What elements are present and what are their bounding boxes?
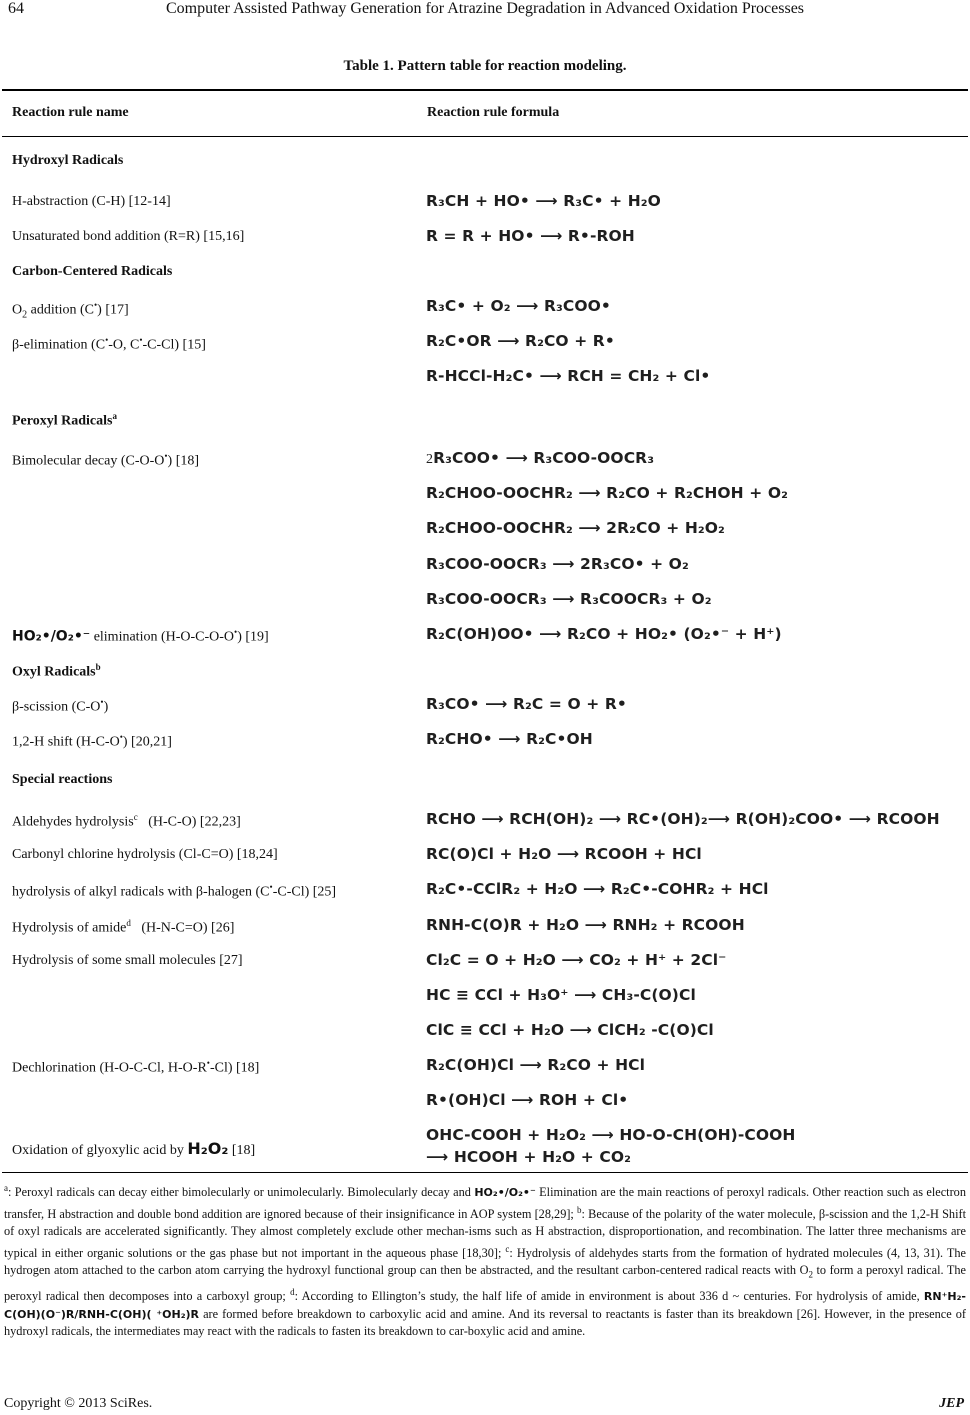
rule-bimolecular-decay: Bimolecular decay (C-O-O•) [18] [12,451,200,469]
column-header-formula: Reaction rule formula [427,105,560,120]
page-footer [4,1396,964,1412]
section-hydroxyl-radicals: Hydroxyl Radicals [12,153,124,168]
section-special-reactions: Special reactions [12,772,113,787]
formula-small-molecules-3: ClC ≡ CCl + H₂O ⟶ ClCH₂ -C(O)Cl [426,1021,714,1039]
page-number: 64 [8,0,24,17]
rule-o2-addition: $O_2$ addition (C•) [17] [12,300,129,321]
formula-bimolecular-5: R₃COO-OOCR₃ ⟶ R₃COOCR₃ + O₂ [426,590,712,608]
rule-glyoxylic-oxidation: Oxidation of glyoxylic acid by H₂O₂ [18] [12,1139,256,1158]
formula-glyoxylic-2: ⟶ HCOOH + H₂O + CO₂ [426,1148,632,1166]
formula-beta-elimination-2: R-HCCl-H₂C• ⟶ RCH = CH₂ + Cl• [426,367,711,385]
running-title: Computer Assisted Pathway Generation for Atrazine Degradation in Advanced Oxidation Processes [165,0,805,17]
rule-unsaturated-addition: Unsaturated bond addition (R=R) [15,16] [12,229,245,244]
rule-carbonyl-chlorine: Carbonyl chlorine hydrolysis (Cl-C=O) [18,24] [12,847,278,862]
table-bottom-rule [2,1172,968,1173]
formula-beta-elimination-1: R₂C•OR ⟶ R₂CO + R• [426,332,615,350]
formula-glyoxylic-1: OHC-COOH + H₂O₂ ⟶ HO-O-CH(OH)-COOH [426,1126,796,1144]
formula-alkyl-halogen: R₂C•-CClR₂ + H₂O ⟶ R₂C•-COHR₂ + HCl [426,880,769,898]
formula-o2-addition: R₃C• + O₂ ⟶ R₃COO• [426,297,611,315]
formula-bimolecular-1: 2R₃COO• ⟶ R₃COO-OOCR₃ [426,449,655,467]
table-footnotes: $^a$: Peroxyl radicals can decay either bimolecularly or unimolecularly. Bimolecularly decay and HO₂•/O₂•⁻ Elimination are the main reactions of peroxyl radicals. Other reaction such as electron transfer, H abstraction and double bond addition are ignored because of their insignificance in AOP system [28,29]; $^b$: Because of the polarity of the water molecule, β-scission and the 1,2-H Shift of oxyl radicals are accelerated significantly. They almost completely exclude other mechan-isms such as H abstraction, disproportionation, and recombination. The latter three mechanisms are typical in either organic solutions or the gas phase but not important in the aqueous phase [18,30]; $^c$: Hydrolysis of aldehydes starts from the formation of hydrated molecules (4, 13, 31). The hydrogen atom attached to the carbon atom carrying the hydroxyl functional group can then be abstracted, and the resultant carbon-centered radical reacts with $O_2$ to form a peroxyl radical. The peroxyl radical then decomposes into a carboxyl group; $^d$: According to Ellington’s study, the half life of amide in environment is about 336 d ~ centuries. For hydrolysis of amide, RN⁺H₂-C(OH)(O⁻)R/RNH-C(OH)( ⁺OH₂)R are formed before breakdown to carboxylic acid and amine. And its reversal to reactants is faster than its breakdown [26]. However, in the presence of hydroxyl radicals, the intermediates may react with the radicals to fasten its breakdown to car-boxylic acid and amine. [4,1183,967,1339]
rule-amide-hydrolysis: Hydrolysis of amide$^d$ (H-N-C=O) [26] [12,918,235,936]
rule-dechlorination: Dechlorination (H-O-C-Cl, H-O-R•-Cl) [18] [12,1058,260,1076]
rule-h-abstraction: H-abstraction (C-H) [12-14] [12,194,171,209]
formula-bimolecular-2: R₂CHOO-OOCHR₂ ⟶ R₂CO + R₂CHOH + O₂ [426,484,789,502]
formula-small-molecules-1: Cl₂C = O + H₂O ⟶ CO₂ + H⁺ + 2Cl⁻ [426,951,727,969]
section-carbon-centered-radicals: Carbon-Centered Radicals [12,264,173,279]
formula-aldehyde-hydrolysis: RCHO ⟶ RCH(OH)₂ ⟶ RC•(OH)₂⟶ R(OH)₂COO• ⟶ RCOOH [426,810,940,828]
formula-beta-scission: R₃CO• ⟶ R₂C = O + R• [426,695,627,713]
formula-small-molecules-2: HC ≡ CCl + H₃O⁺ ⟶ CH₃-C(O)Cl [426,986,696,1004]
rule-beta-elimination: β-elimination (C•-O, C•-C-Cl) [15] [12,335,206,353]
formula-hoo-elimination: R₂C(OH)OO• ⟶ R₂CO + HO₂• (O₂•⁻ + H⁺) [426,625,782,643]
rule-hoo-elimination: HO₂•/O₂•⁻ elimination (H-O-C-O-O•) [19] [12,627,269,645]
formula-dechlorination-1: R₂C(OH)Cl ⟶ R₂CO + HCl [426,1056,646,1074]
formula-unsaturated-addition: R = R + HO• ⟶ R•-ROH [426,227,635,245]
formula-h-abstraction: R₃CH + HO• ⟶ R₃C• + H₂O [426,192,661,210]
formula-bimolecular-3: R₂CHOO-OOCHR₂ ⟶ 2R₂CO + H₂O₂ [426,519,725,537]
formula-dechlorination-2: R•(OH)Cl ⟶ ROH + Cl• [426,1091,629,1109]
running-header [8,0,962,22]
formula-h-shift: R₂CHO• ⟶ R₂C•OH [426,730,593,748]
section-oxyl-radicals: Oxyl Radicals$^b$ [12,662,101,680]
rule-aldehyde-hydrolysis: Aldehydes hydrolysis$^c$ (H-C-O) [22,23] [12,812,241,830]
table-header-rule [2,136,968,137]
journal-abbrev: JEP [939,1396,964,1411]
table-caption: Table 1. Pattern table for reaction modeling. [343,58,627,74]
formula-bimolecular-4: R₃COO-OOCR₃ ⟶ 2R₃CO• + O₂ [426,555,689,573]
rule-alkyl-halogen: hydrolysis of alkyl radicals with β-halogen (C•-C-Cl) [25] [12,882,337,900]
rule-beta-scission: β-scission (C-O•) [12,697,109,715]
formula-carbonyl-chlorine: RC(O)Cl + H₂O ⟶ RCOOH + HCl [426,845,702,863]
rule-small-molecules: Hydrolysis of some small molecules [27] [12,953,243,968]
table-top-rule [2,89,968,91]
section-peroxyl-radicals: Peroxyl Radicals$^a$ [12,411,117,429]
rule-h-shift: 1,2-H shift (H-C-O•) [20,21] [12,732,172,750]
copyright-text: Copyright © 2013 SciRes. [4,1396,153,1411]
formula-amide-hydrolysis: RNH-C(O)R + H₂O ⟶ RNH₂ + RCOOH [426,916,745,934]
column-header-name: Reaction rule name [12,105,129,120]
